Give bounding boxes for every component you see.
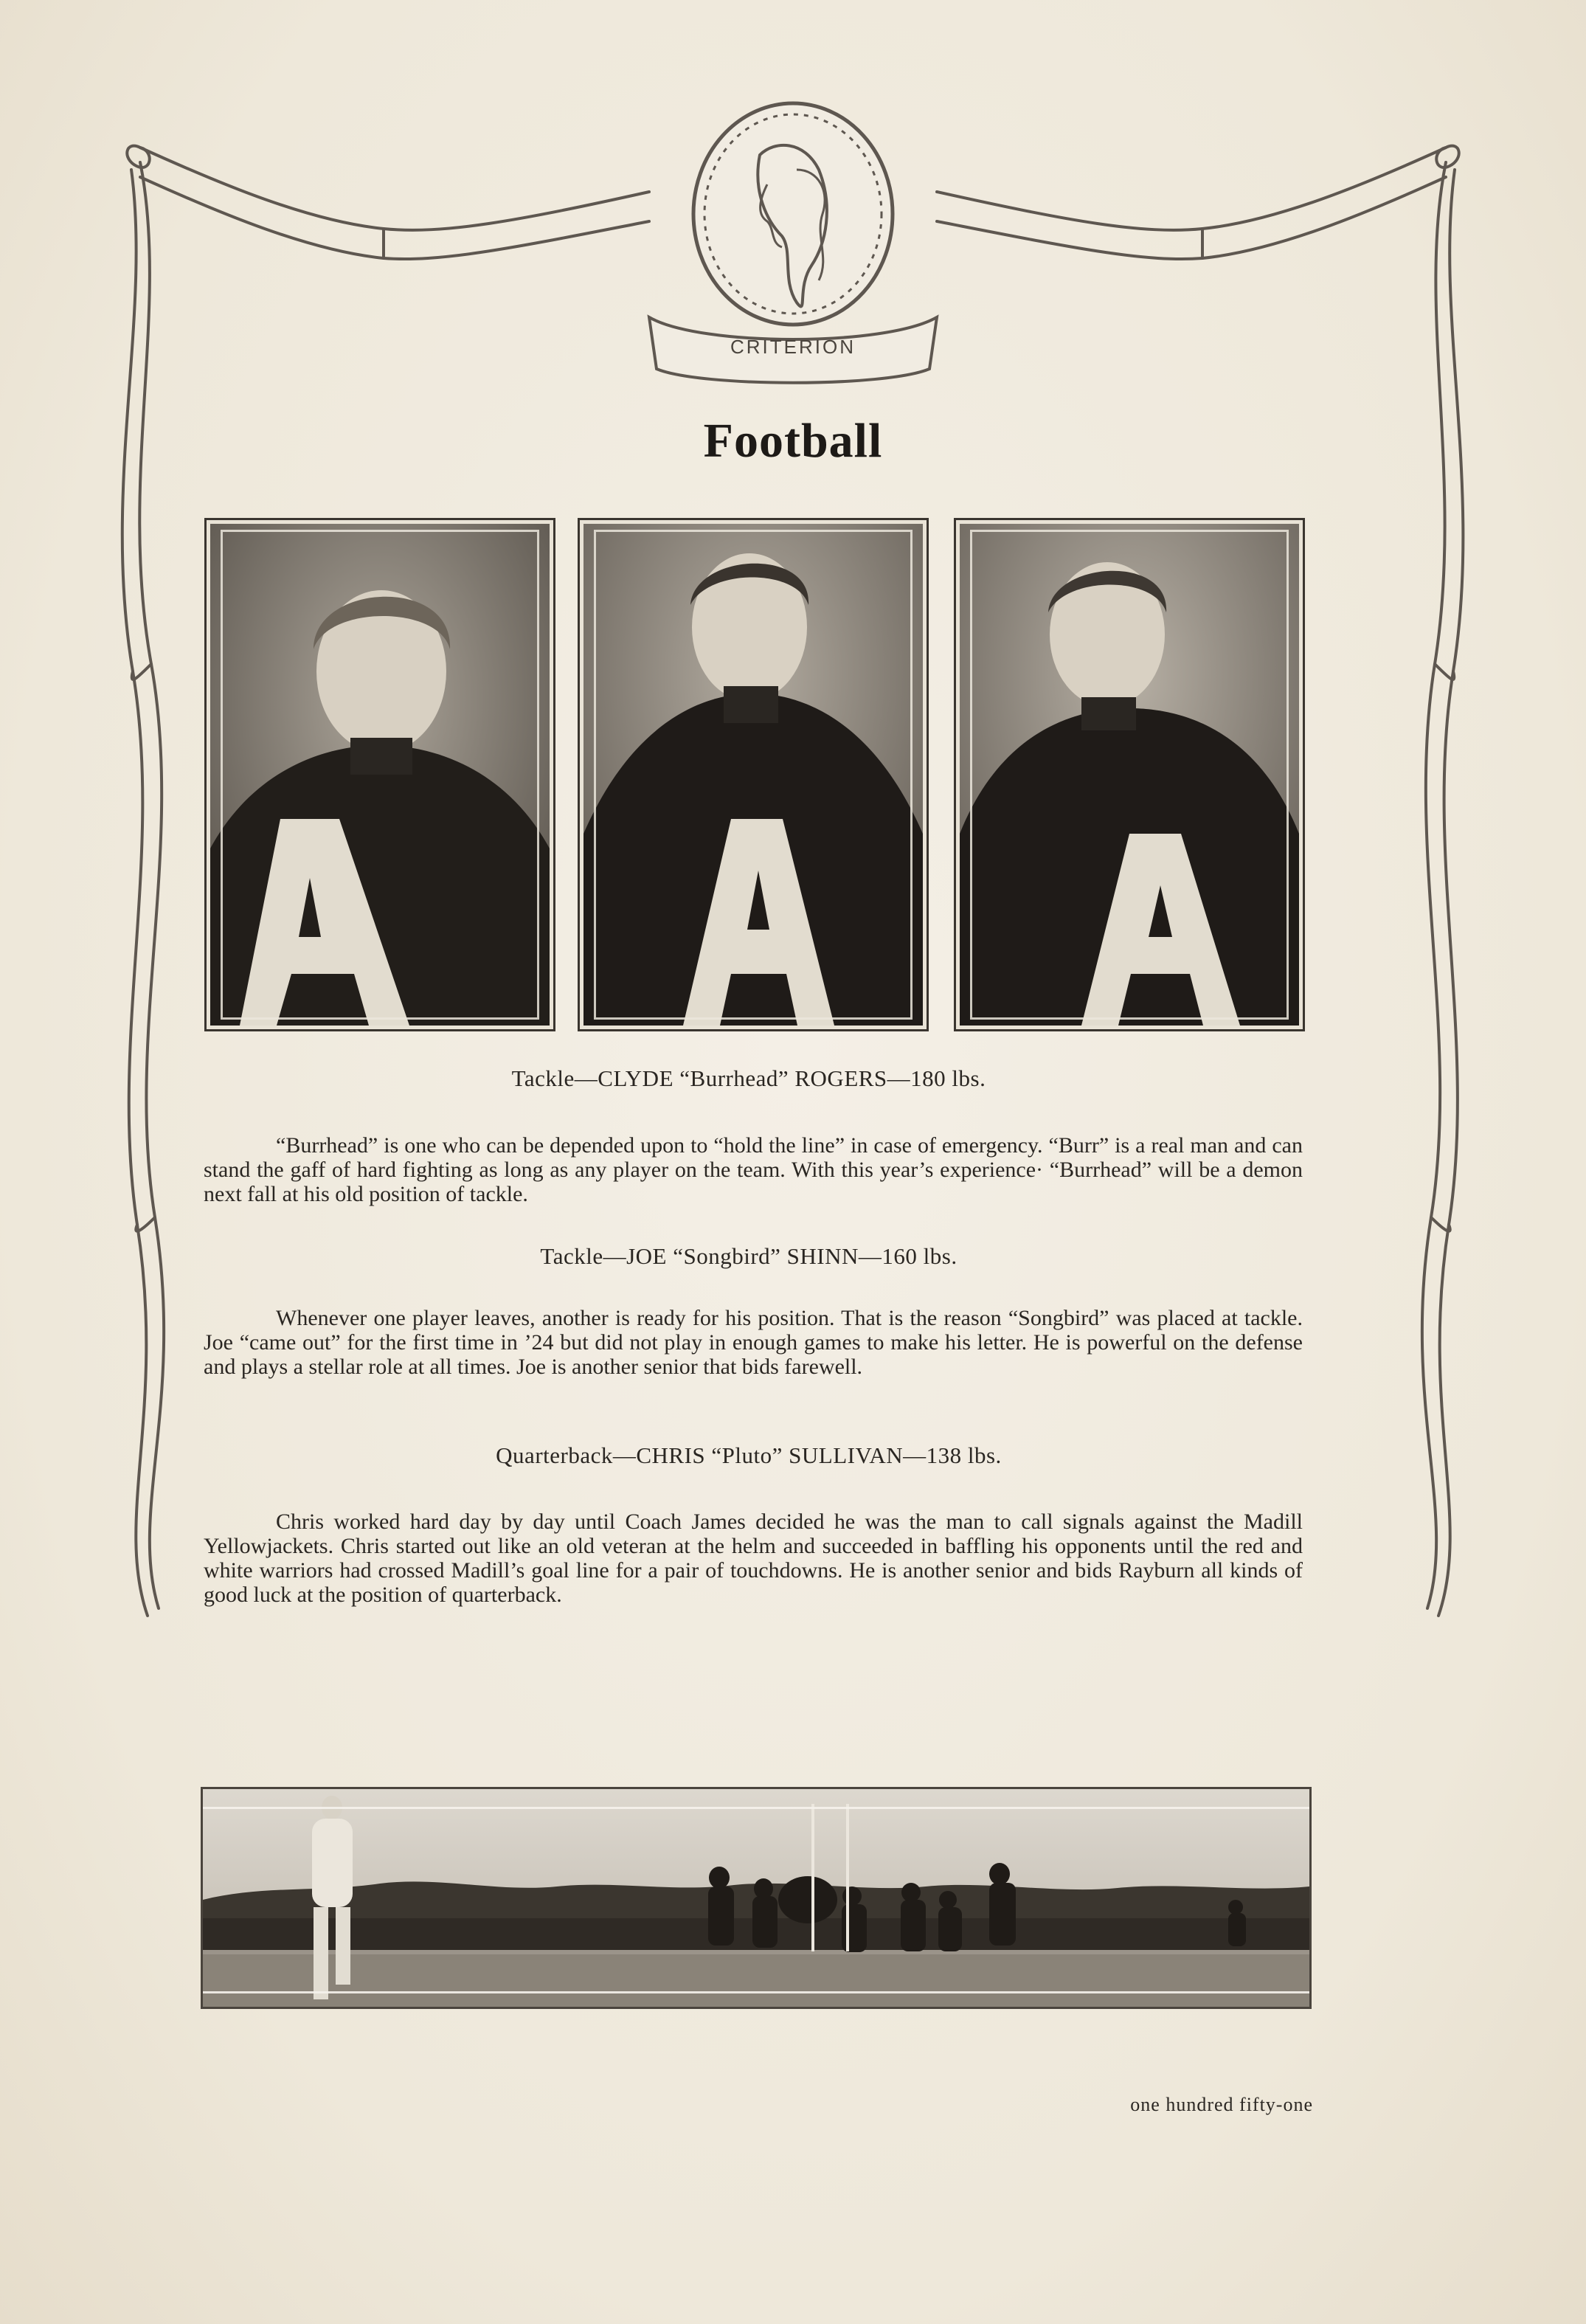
portrait-photo-sullivan: [956, 520, 1303, 1029]
player-heading-rogers: Tackle—CLYDE “Burrhead” ROGERS—180 lbs.: [511, 1065, 986, 1091]
page-title: Football: [703, 414, 883, 468]
criterion-logo-text: CRITERION: [730, 336, 856, 358]
player-bio-shinn: Whenever one player leaves, another is ready for his position. That is the reason “Songbird” was placed at tackle. Joe “came out” for the first time in ’24 but did not play in enough games to make his letter. He is powerful on the defense and plays a stellar role at all times. Joe is another senior that bids farewell.: [204, 1306, 1303, 1379]
portrait-photo-shinn: [580, 520, 927, 1029]
game-action-photo: [203, 1789, 1309, 2007]
player-bio-rogers: “Burrhead” is one who can be depended upon to “hold the line” in case of emergency. “Burr” is a real man and can stand the gaff of hard fighting as long as any player on the team. With this year’s experience· “Burrhead” will be a demon next fall at his old position of tackle.: [204, 1133, 1303, 1206]
portrait-photo-rogers: [207, 520, 553, 1029]
player-heading-sullivan: Quarterback—CHRIS “Pluto” SULLIVAN—138 lbs.: [496, 1442, 1002, 1468]
player-bio-sullivan: Chris worked hard day by day until Coach James decided he was the man to call signals against the Madill Yellowjackets. Chris started out like an old veteran at the helm and succeeded in baffling his opponents until the red and white warriors had crossed Madill’s goal line for a pair of touchdowns. He is another senior and bids Rayburn all kinds of good luck at the position of quarterback.: [204, 1509, 1303, 1607]
player-heading-shinn: Tackle—JOE “Songbird” SHINN—160 lbs.: [540, 1243, 958, 1269]
page-number: one hundred fifty-one: [1130, 2094, 1313, 2115]
